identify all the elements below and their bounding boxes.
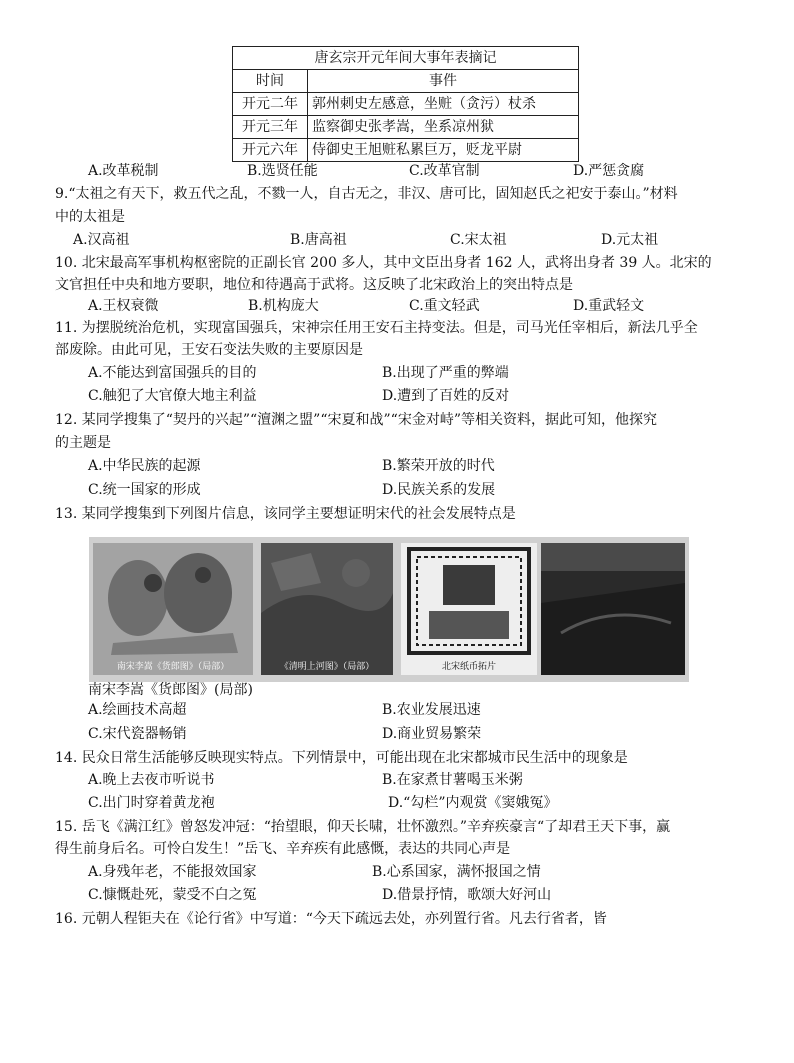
q10-option-c: C.重文轻武 xyxy=(409,298,480,314)
qingming-painting-drawing xyxy=(261,543,393,675)
q8-option-d: D.严惩贪腐 xyxy=(573,163,645,179)
q11-stem-line1: 11. 为摆脱统治危机，实现富国强兵，宋神宗任用王安石主持变法。但是，司马光任宰相后，新法几乎全 xyxy=(55,320,698,336)
table-cell: 侍御史王旭赃私累巨万，贬龙平尉 xyxy=(308,139,579,162)
q14-option-a: A.晚上去夜市听说书 xyxy=(88,772,215,788)
table-cell: 开元二年 xyxy=(233,93,308,116)
table-row xyxy=(233,93,579,116)
q14-option-d: D.“勾栏”内观赏《窦娥冤》 xyxy=(388,795,558,811)
table-cell: 开元六年 xyxy=(233,139,308,162)
q10-stem-line2: 文官担任中央和地方要职，地位和待遇高于武将。这反映了北宋政治上的突出特点是 xyxy=(55,277,573,293)
dark-photo-image xyxy=(541,543,685,675)
banknote-rubbing-drawing xyxy=(401,543,537,675)
q8-option-b: B.选贤任能 xyxy=(247,163,318,179)
q13-option-a: A.绘画技术高超 xyxy=(88,702,187,718)
q11-option-b: B.出现了严重的弊端 xyxy=(382,365,509,381)
q13-image-caption: 南宋李嵩《货郎图》(局部) xyxy=(88,682,253,698)
q9-stem-line2: 中的太祖是 xyxy=(55,209,125,225)
q13-image-strip xyxy=(89,537,689,682)
q13-option-c: C.宋代瓷器畅销 xyxy=(88,726,187,742)
q16-stem: 16. 元朝人程钜夫在《论行省》中写道：“今天下疏远去处，亦列置行省。凡去行省者，皆 xyxy=(55,911,607,927)
q12-stem-line1: 12. 某同学搜集了“契丹的兴起”“澶渊之盟”“宋夏和战”“宋金对峙”等相关资料，据此可知，他探究 xyxy=(55,412,657,428)
q12-stem-line2: 的主题是 xyxy=(55,435,111,451)
q11-option-d: D.遭到了百姓的反对 xyxy=(382,388,510,404)
table-row xyxy=(233,139,579,162)
q13-option-b: B.农业发展迅速 xyxy=(382,702,481,718)
q14-stem: 14. 民众日常生活能够反映现实特点。下列情景中，可能出现在北宋都城市民生活中的现象是 xyxy=(55,750,628,766)
q12-option-a: A.中华民族的起源 xyxy=(88,458,201,474)
table-cell: 开元三年 xyxy=(233,116,308,139)
q14-option-c: C.出门时穿着黄龙袍 xyxy=(88,795,215,811)
qingming-painting-image xyxy=(261,543,393,675)
q13-stem: 13. 某同学搜集到下列图片信息，该同学主要想证明宋代的社会发展特点是 xyxy=(55,506,516,522)
huolang-caption: 南宋李嵩《货郎图》（局部） xyxy=(116,662,230,672)
table-header-time: 时间 xyxy=(233,70,308,93)
dark-photo-drawing xyxy=(541,543,685,675)
table-row xyxy=(233,116,579,139)
q11-option-a: A.不能达到富国强兵的目的 xyxy=(88,365,257,381)
q8-option-c: C.改革官制 xyxy=(409,163,480,179)
q9-option-d: D.元太祖 xyxy=(601,232,659,248)
q9-option-a: A.汉高祖 xyxy=(73,232,130,248)
q15-option-c: C.慷慨赴死，蒙受不白之冤 xyxy=(88,887,257,903)
q12-option-d: D.民族关系的发展 xyxy=(382,482,496,498)
table-title: 唐玄宗开元年间大事年表摘记 xyxy=(233,47,579,70)
q10-option-d: D.重武轻文 xyxy=(573,298,645,314)
table-header-event: 事件 xyxy=(308,70,579,93)
q12-option-c: C.统一国家的形成 xyxy=(88,482,201,498)
q8-option-a: A.改革税制 xyxy=(88,163,159,179)
q10-option-b: B.机构庞大 xyxy=(248,298,319,314)
q11-option-c: C.触犯了大官僚大地主利益 xyxy=(88,388,257,404)
q15-option-d: D.借景抒情，歌颂大好河山 xyxy=(382,887,552,903)
q15-option-a: A.身残年老，不能报效国家 xyxy=(88,864,257,880)
q13-option-d: D.商业贸易繁荣 xyxy=(382,726,482,742)
q11-stem-line2: 部废除。由此可见，王安石变法失败的主要原因是 xyxy=(55,342,363,358)
q14-option-b: B.在家煮甘薯喝玉米粥 xyxy=(382,772,523,788)
q12-option-b: B.繁荣开放的时代 xyxy=(382,458,495,474)
banknote-rubbing-image xyxy=(401,543,537,675)
q15-stem-line2: 得生前身后名。可怜白发生！”岳飞、辛弃疾有此感慨，表达的共同心声是 xyxy=(55,841,511,857)
q9-option-b: B.唐高祖 xyxy=(290,232,347,248)
huolang-painting-drawing xyxy=(93,543,253,675)
table-cell: 郭州刺史左感意，坐赃（贪污）杖杀 xyxy=(308,93,579,116)
q10-stem-line1: 10. 北宋最高军事机构枢密院的正副长官 200 多人，其中文臣出身者 162 人，武将出身者 39 人。北宋的 xyxy=(55,255,712,271)
table-cell: 监察御史张孝嵩，坐系凉州狱 xyxy=(308,116,579,139)
event-table xyxy=(232,46,579,162)
q10-option-a: A.王权衰微 xyxy=(88,298,159,314)
q15-stem-line1: 15. 岳飞《满江红》曾怒发冲冠：“抬望眼，仰天长啸，壮怀激烈。”辛弃疾豪言“了却君王天下事，赢 xyxy=(55,819,671,835)
qingming-caption: 《清明上河图》（局部） xyxy=(279,662,375,672)
huolang-painting-image xyxy=(93,543,253,675)
q9-stem-line1: 9.“太祖之有天下，救五代之乱，不戮一人，自古无之，非汉、唐可比，固知赵氏之祀安于泰山。”材料 xyxy=(55,186,678,202)
q9-option-c: C.宋太祖 xyxy=(450,232,507,248)
banknote-caption: 北宋纸币拓片 xyxy=(441,662,496,672)
q15-option-b: B.心系国家，满怀报国之情 xyxy=(372,864,541,880)
